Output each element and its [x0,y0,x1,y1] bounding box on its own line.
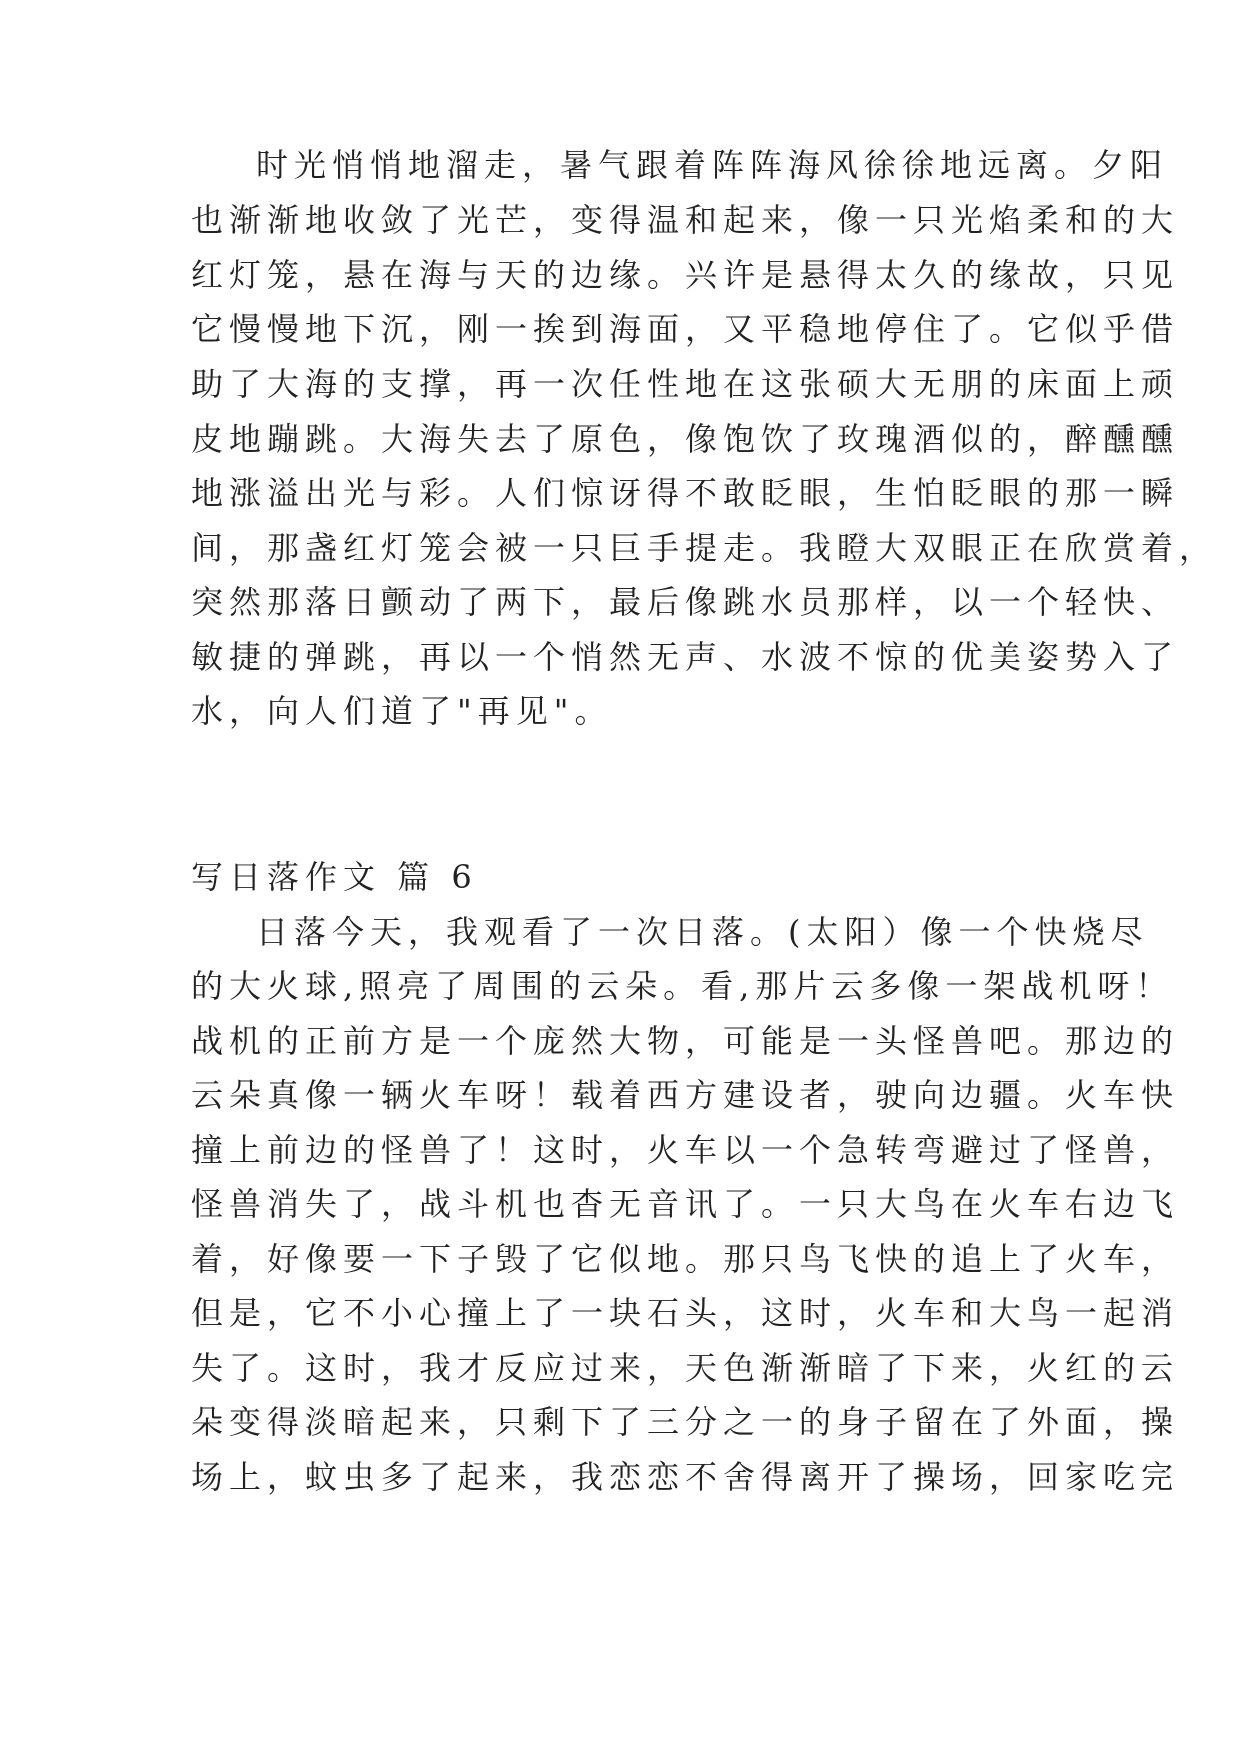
paragraph-line: 突然那落日颤动了两下，最后像跳水员那样，以一个轻快、 [191,583,1180,621]
paragraph-line: 失了。这时，我才反应过来，天色渐渐暗了下来，火红的云 [191,1349,1180,1387]
paragraph-line: 日落今天，我观看了一次日落。(太阳）像一个快烧尽 [256,913,1149,951]
paragraph-line: 间，那盏红灯笼会被一只巨手提走。我瞪大双眼正在欣赏着， [191,529,1218,567]
paragraph-line: 撞上前边的怪兽了！这时，火车以一个急转弯避过了怪兽， [191,1131,1180,1169]
paragraph-line: 怪兽消失了，战斗机也杳无音讯了。一只大鸟在火车右边飞 [191,1185,1180,1223]
paragraph-line: 助了大海的支撑，再一次任性地在这张硕大无朋的床面上顽 [191,365,1180,403]
paragraph-line: 也渐渐地收敛了光芒，变得温和起来，像一只光焰柔和的大 [191,201,1180,239]
paragraph-line: 水，向人们道了"再见"。 [191,692,613,730]
paragraph-line: 着，好像要一下子毁了它似地。那只鸟飞快的追上了火车， [191,1240,1180,1278]
paragraph-line: 时光悄悄地溜走，暑气跟着阵阵海风徐徐地远离。夕阳 [256,146,1169,184]
paragraph-line: 皮地蹦跳。大海失去了原色，像饱饮了玫瑰酒似的，醉醺醺 [191,420,1180,458]
paragraph-line: 场上，蚊虫多了起来，我恋恋不舍得离开了操场，回家吃完 [191,1458,1180,1496]
section-heading: 写日落作文 篇 6 [191,858,478,896]
paragraph-line: 它慢慢地下沉，刚一挨到海面，又平稳地停住了。它似乎借 [191,310,1180,348]
paragraph-line: 但是，它不小心撞上了一块石头，这时，火车和大鸟一起消 [191,1294,1180,1332]
paragraph-line: 云朵真像一辆火车呀！载着西方建设者，驶向边疆。火车快 [191,1076,1180,1114]
paragraph-line: 红灯笼，悬在海与天的边缘。兴许是悬得太久的缘故，只见 [191,256,1180,294]
paragraph-line: 地涨溢出光与彩。人们惊讶得不敢眨眼，生怕眨眼的那一瞬 [191,474,1180,512]
paragraph-line: 的大火球,照亮了周围的云朵。看,那片云多像一架战机呀！ [191,967,1174,1005]
paragraph-line: 敏捷的弹跳，再以一个悄然无声、水波不惊的优美姿势入了 [191,638,1180,676]
paragraph-line: 朵变得淡暗起来，只剩下了三分之一的身子留在了外面，操 [191,1403,1180,1441]
paragraph-line: 战机的正前方是一个庞然大物，可能是一头怪兽吧。那边的 [191,1022,1180,1060]
